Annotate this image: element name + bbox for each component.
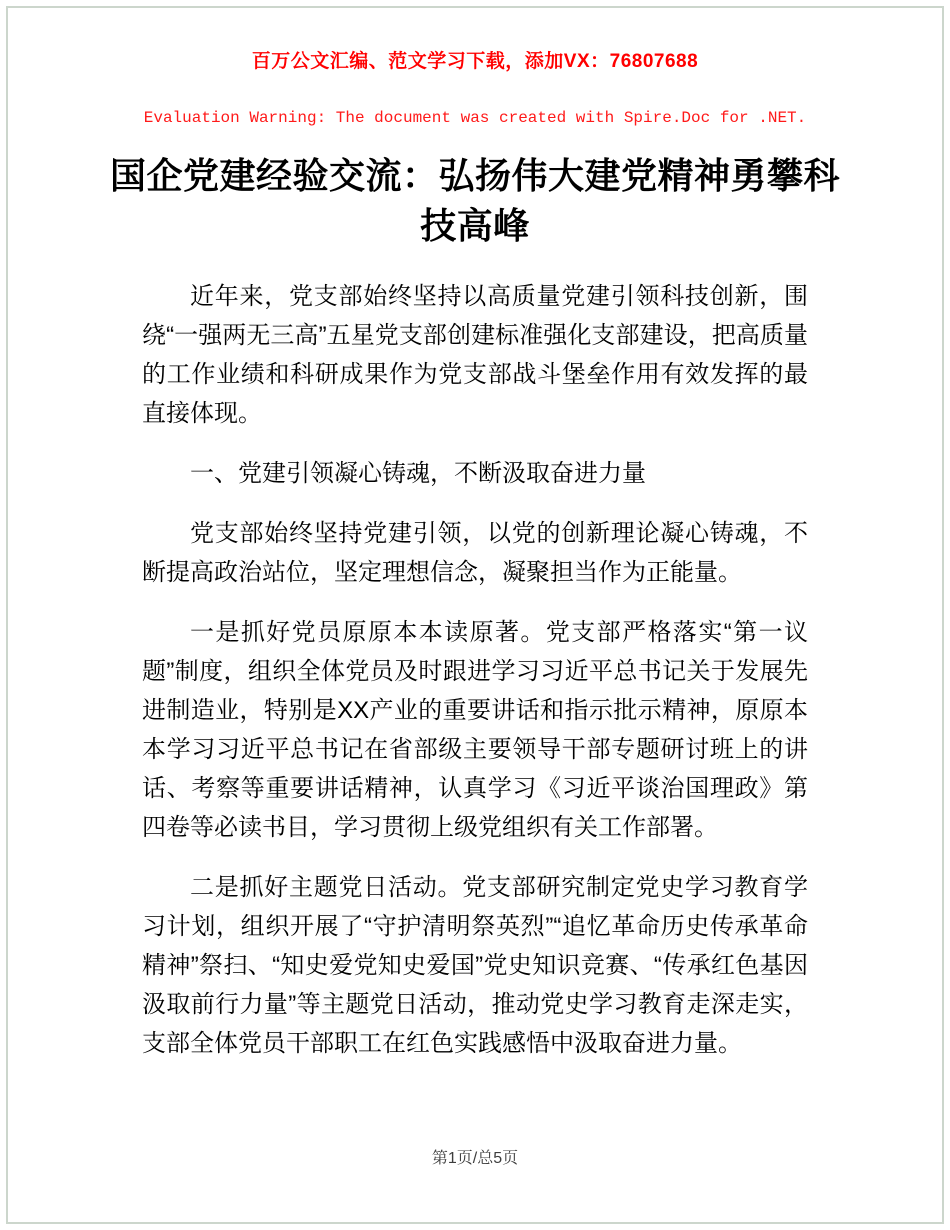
document-body [142,277,808,1063]
paragraph: 党支部始终坚持党建引领，以党的创新理论凝心铸魂，不断提高政治站位，坚定理想信念，凝聚担当作为正能量。 [142,520,808,586]
section-heading: 一、党建引领凝心铸魂，不断汲取奋进力量 [190,460,646,487]
intro-paragraph: 近年来，党支部始终坚持以高质量党建引领科技创新，围绕“一强两无三高”五星党支部创建标准强化支部建设，把高质量的工作业绩和科研成果作为党支部战斗堡垒作用有效发挥的最直接体现。 [142,283,808,427]
evaluation-warning: Evaluation Warning: The document was created with Spire.Doc for .NET. [143,109,807,127]
paragraph: 二是抓好主题党日活动。党支部研究制定党史学习教育学习计划，组织开展了“守护清明祭英烈”“追忆革命历史传承革命精神”祭扫、“知史爱党知史爱国”党史知识竞赛、“传承红色基因汲取前行力量”等主题党日活动，推动党史学习教育走深走实，支部全体党员干部职工在红色实践感悟中汲取奋进力量。 [142,874,808,1057]
paragraph: 一是抓好党员原原本本读原著。党支部严格落实“第一议题”制度，组织全体党员及时跟进学习习近平总书记关于发展先进制造业，特别是XX产业的重要讲话和指示批示精神，原原本本学习习近平总书记在省部级主要领导干部专题研讨班上的讲话、考察等重要讲话精神，认真学习《习近平谈治国理政》第四卷等必读书目，学习贯彻上级党组织有关工作部署。 [142,619,808,841]
header-notice: 百万公文汇编、范文学习下载，添加VX：76807688 [251,51,699,72]
document-title: 国企党建经验交流：弘扬伟大建党精神勇攀科技高峰 [109,155,840,246]
page-number-footer: 第1页/总5页 [431,1150,519,1167]
